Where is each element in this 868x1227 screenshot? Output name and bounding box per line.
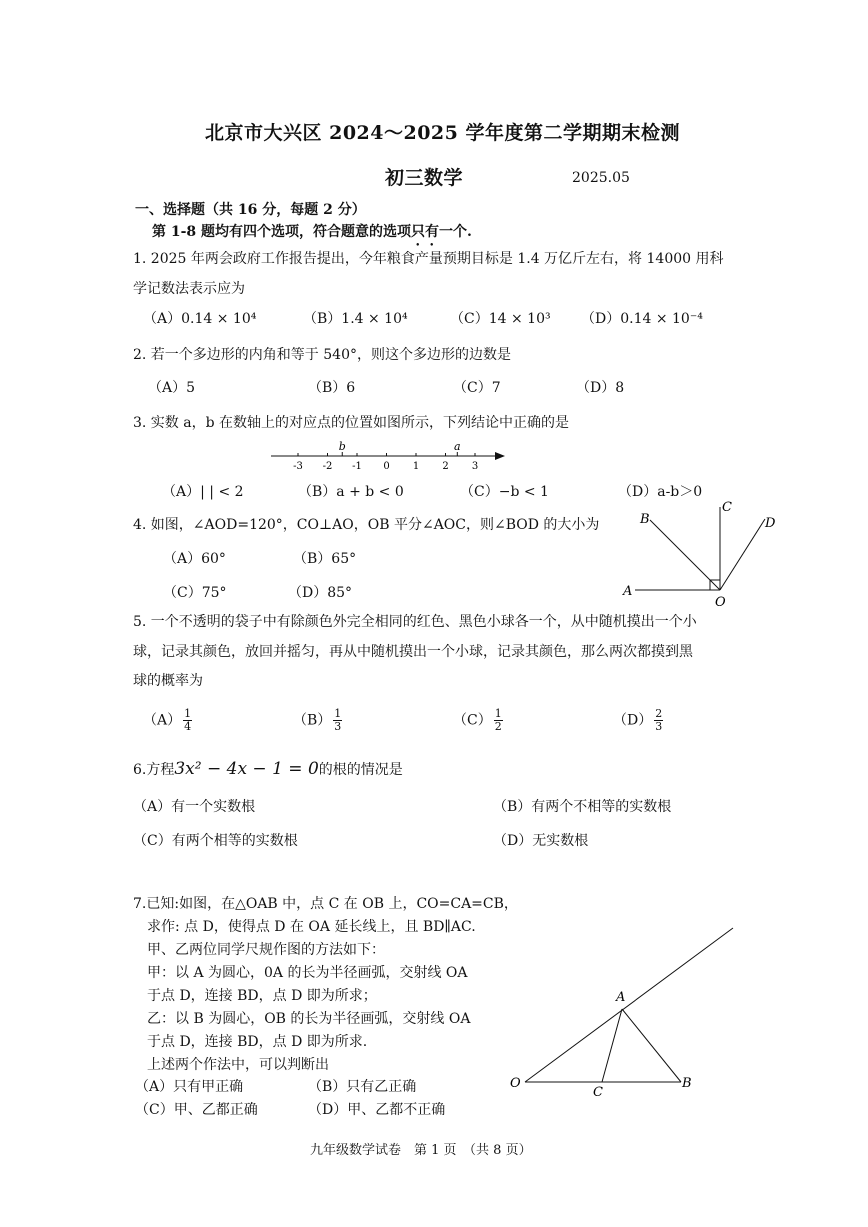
point-label-b: B: [640, 512, 650, 527]
q3-option-a: （A）| | < 2: [162, 484, 244, 500]
instruction-end: 一个.: [439, 224, 472, 240]
q5-option-d-label: （D）: [613, 712, 653, 729]
q1-option-c: （C）14 × 10³: [450, 311, 551, 327]
denominator: 3: [334, 720, 342, 733]
q7-stem-line5: 于点 D，连接 BD，点 D 即为所求；: [147, 988, 377, 1004]
point-label-d: D: [765, 516, 776, 531]
q4-option-b: （B）65°: [293, 551, 357, 567]
q4-option-c: （C）75°: [163, 585, 227, 601]
q6-suffix: 的根的情况是: [318, 762, 403, 778]
q5-stem-line2: 球，记录其颜色，放回并摇匀，再从中随机摸出一个小球，记录其颜色，那么两次都摸到黑: [133, 644, 693, 660]
numerator: 2: [655, 707, 663, 720]
section-heading: 一、选择题（共 16 分，每题 2 分）: [135, 202, 366, 218]
q2-option-b: （B）6: [308, 380, 356, 396]
q5-option-b: [293, 708, 342, 733]
q5-stem-line1: 5. 一个不透明的袋子中有除颜色外完全相同的红色、黑色小球各一个，从中随机摸出一个小: [133, 614, 697, 630]
q6-option-d: （D）无实数根: [493, 833, 589, 849]
angle-figure: [615, 495, 785, 610]
tick-label: -2: [322, 461, 333, 472]
numerator: 1: [184, 707, 192, 720]
denominator: 2: [494, 720, 502, 733]
tick-label: 2: [442, 461, 449, 472]
q5-stem-line3: 球的概率为: [133, 673, 203, 689]
exam-date: 2025.05: [572, 170, 630, 186]
q5-option-a-label: （A）: [143, 712, 182, 729]
q6-option-b: （B）有两个不相等的实数根: [493, 799, 672, 815]
q6-equation: 3x² − 4x − 1 = 0: [174, 759, 319, 779]
page-footer: 九年级数学试卷 第 1 页 （共 8 页）: [310, 1143, 532, 1158]
q5-option-a: [143, 708, 192, 733]
q2-stem: 2. 若一个多边形的内角和等于 540°，则这个多边形的边数是: [133, 347, 511, 363]
q1-stem-line2: 学记数法表示应为: [133, 281, 245, 297]
triangle-figure: [505, 918, 745, 1100]
tick-label: 1: [412, 461, 420, 472]
q7-stem-line6: 乙：以 B 为圆心，OB 的长为半径画弧，交射线 OA: [147, 1011, 471, 1027]
q7-option-d: （D）甲、乙都不正确: [308, 1102, 446, 1118]
q1-option-a: （A）0.14 × 10⁴: [143, 311, 257, 327]
subject-title: 初三数学: [385, 167, 464, 189]
q6-option-c: （C）有两个相等的实数根: [133, 833, 298, 849]
point-label-a: A: [623, 584, 633, 599]
q3-option-c: （C）−b < 1: [460, 484, 549, 500]
numerator: 1: [494, 707, 502, 720]
page-title: 北京市大兴区 2024～2025 学年度第二学期期末检测: [205, 122, 680, 144]
q2-option-a: （A）5: [148, 380, 196, 396]
point-label-b: B: [682, 1076, 692, 1091]
point-label-a: A: [616, 990, 626, 1005]
q4-option-a: （A）60°: [163, 551, 226, 567]
q6-prefix: 6.方程: [133, 762, 175, 778]
q2-option-c: （C）7: [453, 380, 501, 396]
instruction-emphasis: 只有: [411, 224, 440, 240]
q2-option-d: （D）8: [576, 380, 625, 396]
point-label: a: [454, 440, 461, 453]
q3-option-b: （B）a + b < 0: [298, 484, 404, 500]
q7-stem-line2: 求作: 点 D，使得点 D 在 OA 延长线上，且 BD∥AC.: [147, 919, 476, 935]
section-instruction: [152, 222, 472, 249]
point-label-c: C: [593, 1085, 603, 1100]
q7-stem-line3: 甲、乙两位同学尺规作图的方法如下：: [147, 942, 385, 958]
tick-label: -3: [293, 461, 303, 472]
q5-option-b-label: （B）: [293, 712, 332, 729]
q5-option-c: [453, 708, 503, 733]
q5-option-d: [613, 708, 663, 733]
q4-option-d: （D）85°: [288, 585, 353, 601]
q1-option-d: （D）0.14 × 10⁻⁴: [581, 311, 703, 327]
q3-stem: 3. 实数 a，b 在数轴上的对应点的位置如图所示，下列结论中正确的是: [133, 415, 570, 431]
tick-label: 3: [471, 461, 479, 472]
q6-stem: [133, 759, 403, 780]
q1-option-b: （B）1.4 × 10⁴: [303, 311, 408, 327]
q7-stem-line8: 上述两个作法中，可以判断出: [147, 1057, 329, 1073]
point-label-o: O: [510, 1076, 521, 1091]
q4-stem: 4. 如图，∠AOD=120°，CO⊥AO，OB 平分∠AOC，则∠BOD 的大小为: [133, 517, 600, 533]
arrow-icon: [495, 452, 505, 460]
q7-stem-line4: 甲：以 A 为圆心，0A 的长为半径画弧，交射线 OA: [147, 965, 468, 981]
fraction: [183, 708, 192, 733]
fraction: [333, 708, 342, 733]
point-label: b: [338, 440, 346, 453]
q7-option-a: （A）只有甲正确: [135, 1079, 244, 1095]
q7-stem-line7: 于点 D，连接 BD，点 D 即为所求.: [147, 1034, 368, 1050]
q5-option-c-label: （C）: [453, 712, 492, 729]
q3-option-d: （D）a-b＞0: [618, 484, 703, 500]
numerator: 1: [334, 707, 342, 720]
denominator: 3: [655, 720, 663, 733]
q7-option-c: （C）甲、乙都正确: [135, 1102, 258, 1118]
point-label-o: O: [715, 595, 726, 610]
q7-option-b: （B）只有乙正确: [308, 1079, 417, 1095]
point-label-c: C: [722, 500, 732, 515]
q7-stem-line1: 7.已知:如图，在△OAB 中，点 C 在 OB 上，CO=CA=CB，: [133, 896, 518, 912]
instruction-text: 第 1-8 题均有四个选项，符合题意的选项: [152, 224, 412, 240]
tick-label: -1: [352, 461, 362, 472]
q6-option-a: （A）有一个实数根: [133, 799, 256, 815]
fraction: [654, 708, 663, 733]
number-line: [265, 440, 510, 472]
denominator: 4: [184, 720, 192, 733]
tick-label: 0: [383, 461, 390, 472]
q1-stem-line1: 1. 2025 年两会政府工作报告提出，今年粮食产量预期目标是 1.4 万亿斤左右，将 14000 用科: [133, 251, 724, 267]
fraction: [494, 708, 503, 733]
